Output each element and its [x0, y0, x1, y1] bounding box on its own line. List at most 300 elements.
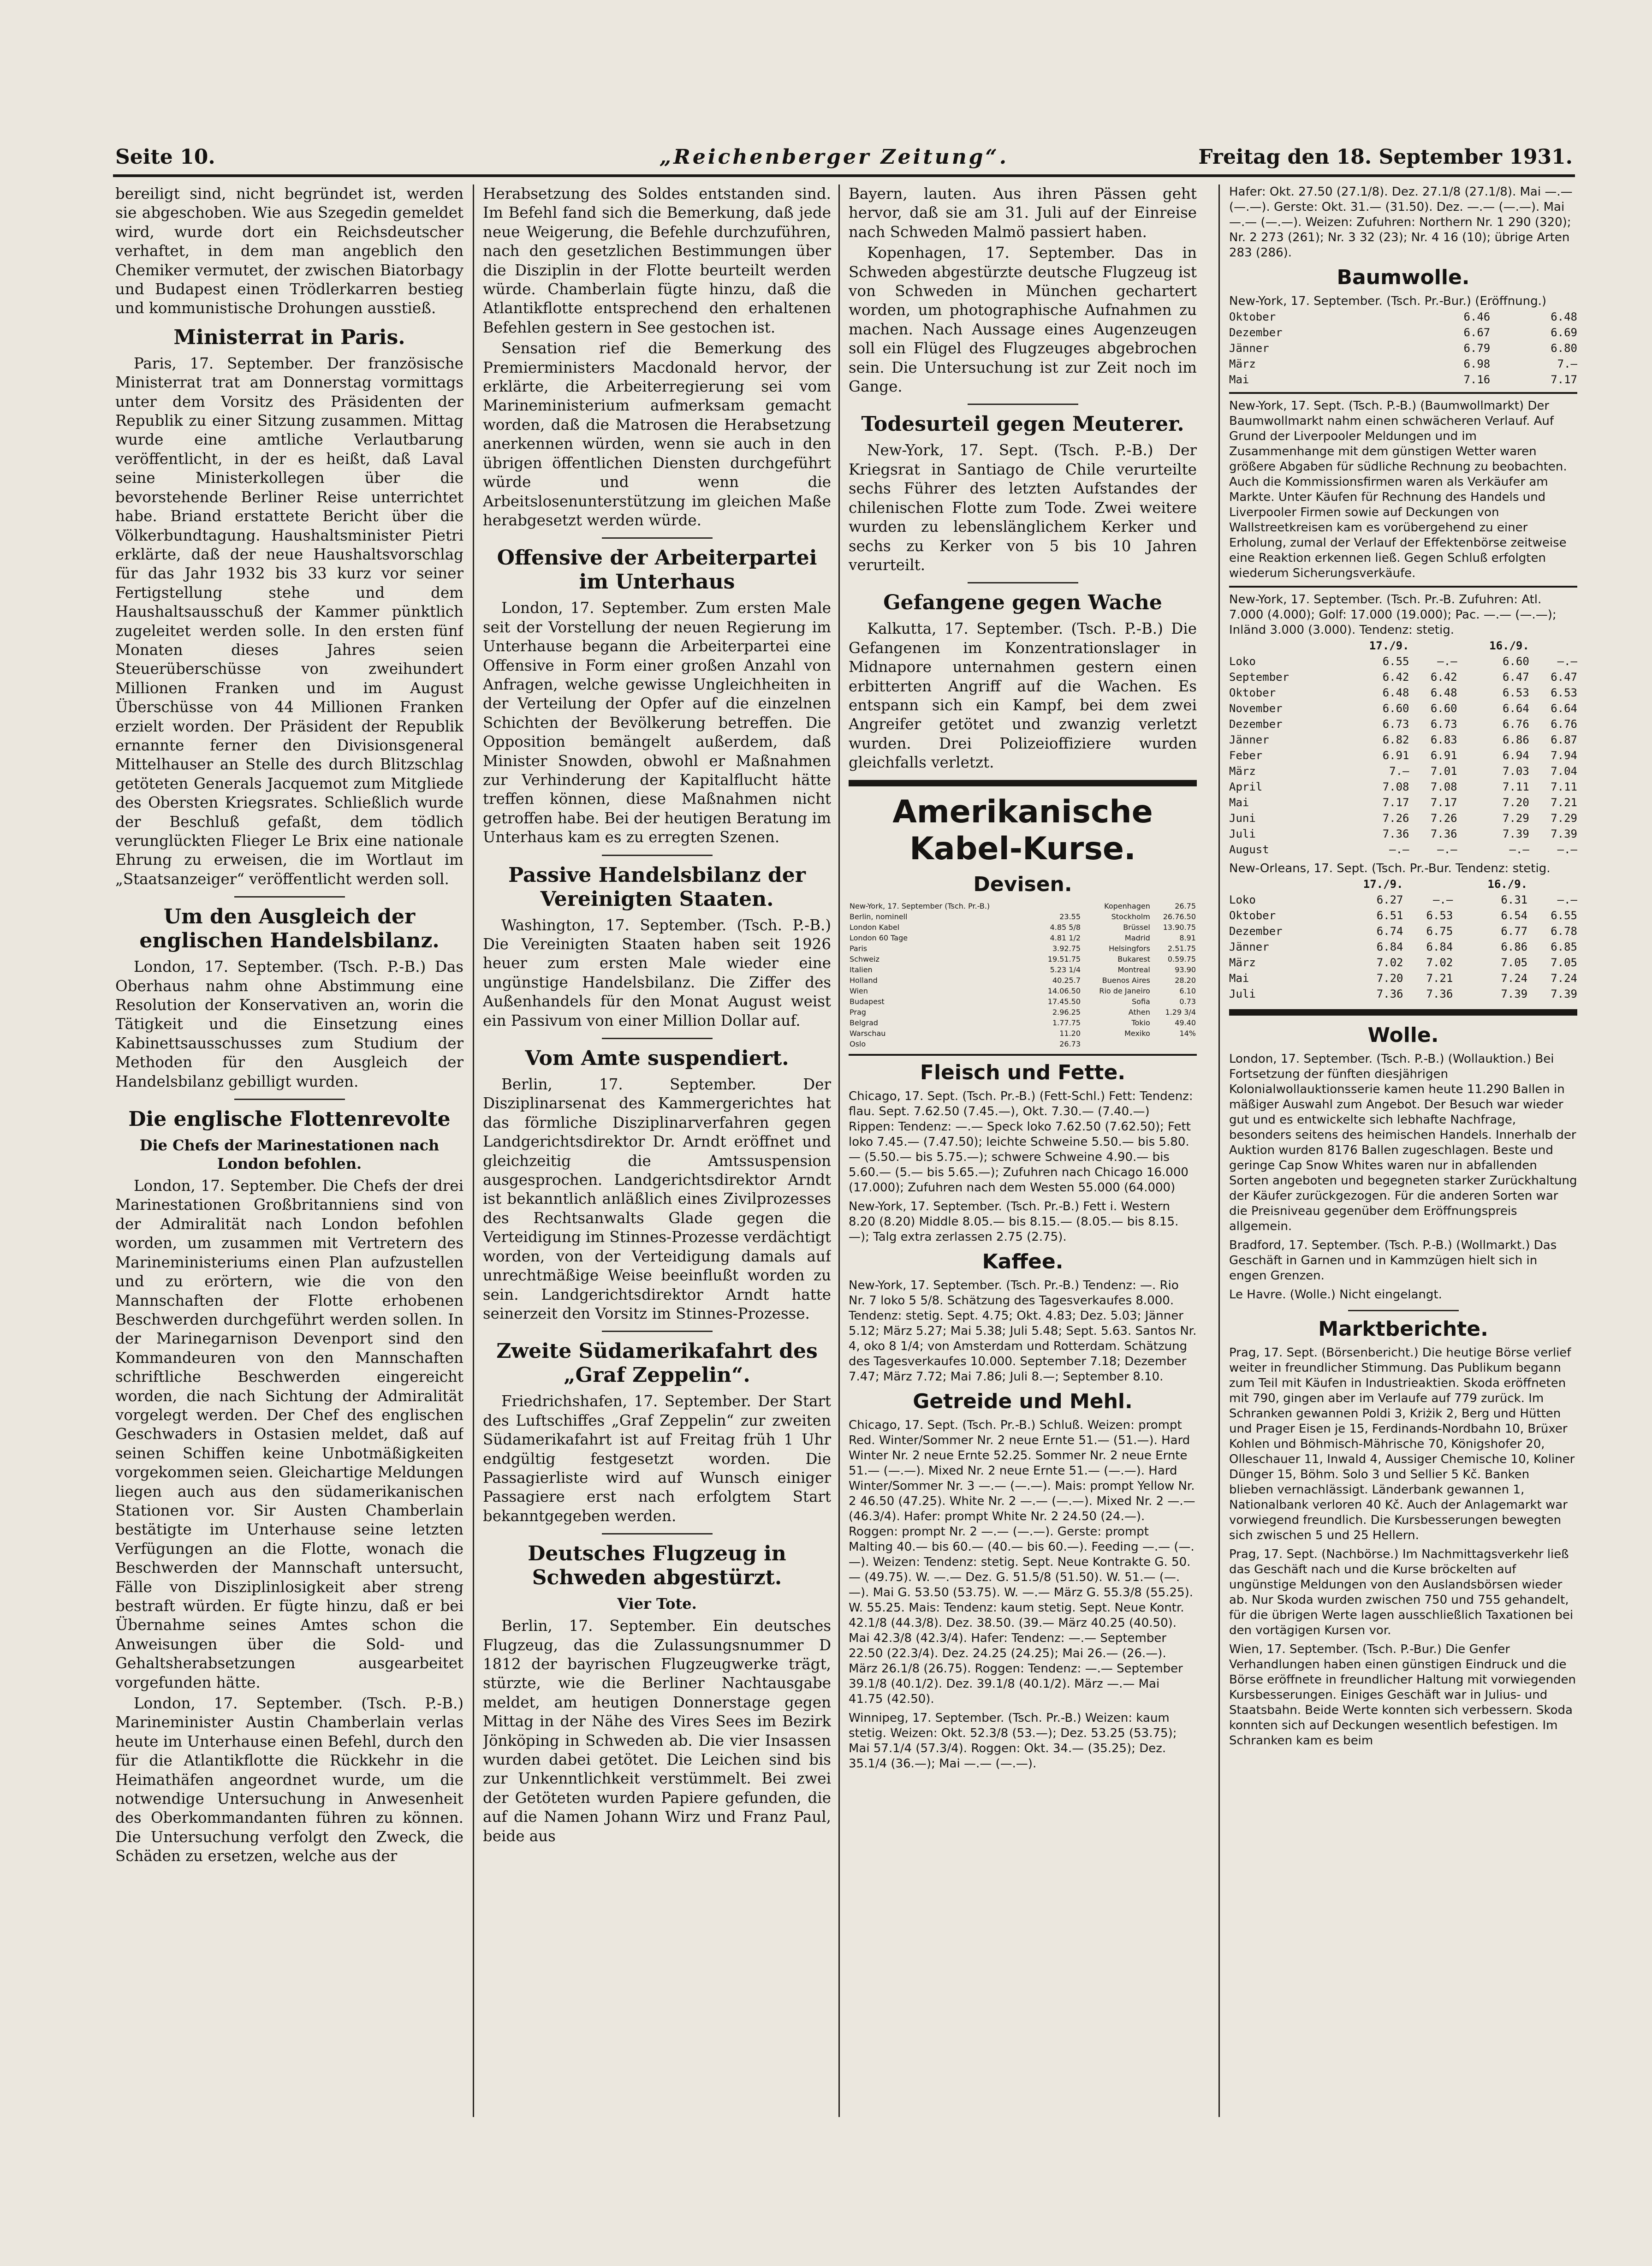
article-subheadline: Vier Tote.: [617, 1595, 697, 1613]
article-text: London, 17. September. (Tsch. P.-B.) Das Oberhaus nahm ohne Abstimmung eine Resolution der Konservativen an, worin die Tätigkeit und die Einsetzung eines Kabinettsausschusses zum Studium der Methoden für den Ausgleich der Handelsbilanz gebilligt wurden.: [115, 958, 464, 1090]
table-cell: 1.77.75: [1052, 1018, 1081, 1027]
table-cell: Warschau: [850, 1029, 886, 1038]
table-cell: Loko: [1229, 655, 1256, 668]
table-cell: 26.76.50: [1163, 912, 1196, 921]
table-cell: 6.55: [1382, 655, 1409, 668]
market-report: New-York, 17. September. (Tsch. Pr.-B.) Fett i. Western 8.20 (8.20) Middle 8.05.— bis 8.15.— (8.05.— bis 8.15.—); Talg extra zerlassen 2.75 (2.75).: [849, 1199, 1179, 1244]
market-report: Bradford, 17. September. (Tsch. P.-B.) (Wollmarkt.) Das Geschäft in Garnen und in Kammzügen hielt sich in engen Grenzen.: [1229, 1238, 1557, 1283]
separator: [968, 582, 1078, 583]
table-cell: 7.11: [1551, 780, 1577, 793]
issue-date: Freitag den 18. September 1931.: [1198, 145, 1573, 169]
table-cell: Belgrad: [850, 1018, 878, 1027]
table-cell: Athen: [1128, 1007, 1150, 1017]
table-cell: 26.73: [1059, 1039, 1081, 1048]
separator: [234, 896, 345, 898]
table-cell: April: [1229, 780, 1263, 793]
table-cell: 7.29: [1503, 812, 1529, 825]
table-cell: Prag: [850, 1007, 866, 1017]
table-cell: 0.59.75: [1167, 954, 1196, 963]
table-cell: 7.21: [1551, 796, 1577, 809]
table-row: [1229, 356, 1577, 372]
table-cell: Sofia: [1132, 997, 1150, 1006]
separator: [968, 404, 1078, 405]
newyork-cotton-table: [1229, 638, 1577, 857]
table-cell: 6.69: [1551, 326, 1577, 339]
table-cell: 7.24: [1501, 972, 1528, 985]
table-cell: 7.21: [1426, 972, 1453, 985]
table-cell: 3.92.75: [1052, 944, 1081, 953]
getreide-title: Getreide und Mehl.: [913, 1389, 1133, 1413]
table-row: [1229, 340, 1577, 356]
table-cell: 2.51.75: [1167, 944, 1196, 953]
table-header: [1229, 638, 1577, 654]
table-cell: —.—: [1557, 655, 1577, 668]
table-header-cell: [1403, 876, 1453, 892]
table-cell: 7.17: [1551, 373, 1577, 386]
table-row: [849, 933, 1197, 943]
table-cell: 7.39: [1551, 827, 1577, 840]
table-row: [1229, 325, 1577, 340]
table-cell: März: [1229, 956, 1256, 969]
table-header-cell: 17./9.: [1363, 878, 1403, 891]
article-text: Berlin, 17. September. Ein deutsches Flugzeug, das die Zulassungsnummer D 1812 der bayrischen Flugzeugwerke trägt, stürzte, wie die Berliner Nachtausgabe meldet, am heutigen Donnerstage gegen Mittag in der Nähe des Vires Sees im Bezirk Jönköping in Schweden ab. Die vier Insassen wurden dabei getötet. Die Leichen sind bis zur Unkenntlichkeit verstümmelt. Bei zwei der Getöteten wurden Papiere gefunden, die auf die Namen Johann Wirz und Franz Paul, beide aus: [483, 1617, 831, 1845]
opening-prices-table: [1229, 309, 1577, 387]
table-cell: 7.04: [1551, 765, 1577, 778]
table-cell: 7.08: [1430, 780, 1457, 793]
section-rule: [849, 1054, 1197, 1056]
table-cell: 7.26: [1430, 812, 1457, 825]
table-row: [849, 964, 1197, 975]
table-cell: Mai: [1229, 796, 1249, 809]
separator: [1348, 1310, 1459, 1311]
table-cell: 14%: [1179, 1029, 1196, 1038]
table-cell: —.—: [1509, 843, 1529, 856]
separator: [602, 1331, 713, 1332]
table-row: [1229, 732, 1577, 748]
table-cell: 6.94: [1503, 749, 1529, 762]
table-cell: 7.05: [1551, 956, 1577, 969]
table-cell: [1082, 1039, 1151, 1049]
article-text: Herabsetzung des Soldes entstanden sind. Im Befehl fand sich die Bemerkung, daß jede neue Weigerung, die Befehle durchzuführen, nach den gesetzlichen Bestimmungen über die Disziplin in der Flotte beurteilt werden würde. Chamberlain fügte hinzu, daß die Atlantikflotte entsprechend den erhaltenen Befehlen gestern in See gestochen ist.: [483, 185, 831, 336]
column-1: [115, 184, 464, 2117]
table-cell: 6.78: [1551, 925, 1577, 938]
table-cell: 6.54: [1501, 909, 1528, 922]
table-cell: —.—: [1389, 843, 1409, 856]
table-cell: Stockholm: [1111, 912, 1150, 921]
table-cell: 7.—: [1389, 765, 1409, 778]
page-header: [115, 145, 1573, 173]
market-report: Chicago, 17. Sept. (Tsch. Pr.-B.) (Fett-Schl.) Fett: Tendenz: flau. Sept. 7.62.50 (7.45.—), Okt. 7.30.— (7.40.—) Rippen: Tendenz: —.— Speck loko 7.62.50 (7.62.50); Fett loko 7.45.— (7.47.50); leichte Schweine 5.50.— bis 5.80.— (5.50.— bis 5.75.—); schwere Schweine 4.90.— bis 5.60.— (5.— bis 5.65.—); Zufuhren nach Chicago 16.000 (17.000); Zufuhren nach dem Westen 55.000 (64.000): [849, 1089, 1193, 1195]
separator: [602, 1038, 713, 1039]
table-cell: 6.47: [1503, 671, 1529, 684]
table-cell: März: [1229, 357, 1256, 370]
separator: [602, 537, 713, 539]
table-cell: New-York, 17. September (Tsch. Pr.-B.): [850, 901, 990, 910]
table-cell: 6.51: [1376, 909, 1403, 922]
table-cell: 6.76: [1503, 718, 1529, 731]
market-report: Prag, 17. Sept. (Nachbörse.) Im Nachmittagsverkehr ließ das Geschäft nach und die Kurse bröckelten auf ungünstige Meldungen von den Auslandsbörsen wieder ab. Nur Skoda wurden zwischen 750 und 755 gehandelt, für die übrigen Werte lagen ausschließlich Taxationen bei den vortägigen Kursen vor.: [1229, 1547, 1574, 1637]
table-cell: 93.90: [1175, 965, 1196, 974]
table-cell: [1151, 1039, 1197, 1049]
table-cell: 6.60: [1503, 655, 1529, 668]
market-report: Prag, 17. Sept. (Börsenbericht.) Die heutige Börse verlief weiter in freundlicher Stimmung. Das Publikum begann zum Teil mit Käufen in Industrieaktien. Skoda eröffneten mit 790, gingen aber im Verlaufe auf 779 zurück. Im Schranken gewannen Poldi 3, Kriżik 2, Berg und Hütten und Prager Eisen je 15, Ferdinands-Nordbahn 10, Brüxer Kohlen und Böhmisch-Mährische 70, Königshofer 20, Olleschauer 11, Inwald 4, Aussiger Chemische 10, Koliner Dünger 15, Böhm. Solo 3 und Sellier 5 Kč. Banken blieben vernachlässigt. Länderbank gewannen 1, Nationalbank verloren 40 Kč. Auch der Anlagemarkt war vorwiegend freundlich. Die Kursbesserungen bewegten sich zwischen 5 und 25 Hellern.: [1229, 1346, 1575, 1542]
table-row: [849, 986, 1197, 996]
table-cell: Madrid: [1124, 933, 1150, 942]
table-row: [1229, 826, 1577, 842]
table-cell: November: [1229, 702, 1283, 715]
table-cell: Mai: [1229, 373, 1249, 386]
table-cell: 4.85 5/8: [1050, 922, 1081, 932]
table-row: [1229, 654, 1577, 669]
article-text: Paris, 17. September. Der französische Ministerrat trat am Donnerstag vormittags unter dem Vorsitz des Präsidenten der Republik zu einer Sitzung zusammen. Mittag wurde eine amtliche Verlautbarung veröffentlicht, in der es heißt, daß Laval seine Ministerkollegen über die bevorstehende Berliner Reise unterrichtet habe. Briand erstattete Bericht über die Völkerbundtagung. Haushaltsminister Pietri erklärte, daß der neue Haushaltsvorschlag für das Jahr 1932 bis 33 kurz vor seiner Fertigstellung stehe und dem Haushaltsausschuß der Kammer pünktlich zugeleitet werden solle. In den ersten fünf Monaten dieses Jahres seien Steuerüberschüsse von zweihundert Millionen Franken und im August Überschüsse von 44 Millionen Franken erzielt worden. Der Präsident der Republik ernannte ferner den Divisionsgeneral Mittelhauser an Stelle des durch Blitzschlag getöteten Generals Jacquemot zum Mitgliede des Obersten Kriegsrates. Schließlich wurde der Beschluß gefaßt, dem tödlich verunglückten Flieger Le Brix eine nationale Ehrung zu erweisen, die im Wortlaut im „Staatsanzeiger“ veröffentlicht werden soll.: [115, 354, 464, 888]
table-cell: 6.74: [1376, 925, 1403, 938]
table-row: [849, 943, 1197, 954]
article-headline: Ministerrat in Paris.: [173, 325, 405, 349]
devisen-title: Devisen.: [973, 872, 1072, 896]
table-cell: Jänner: [1229, 342, 1269, 355]
market-report: Hafer: Okt. 27.50 (27.1/8). Dez. 27.1/8 (27.1/8). Mai —.— (—.—). Gerste: Okt. 31.— (31.50). Dez. —.— (—.—). Mai —.— (—.—). Weizen: Zufuhren: Northern Nr. 1 290 (320); Nr. 2 273 (261); Nr. 3 32 (23); Nr. 4 16 (10); übrige Arten 283 (286).: [1229, 185, 1573, 260]
table-row: [1229, 716, 1577, 732]
market-report: New-York, 17. September. (Tsch. Pr.-B. Zufuhren: Atl. 7.000 (4.000); Golf: 17.000 (19.000); Pac. —.— (—.—); Inländ 3.000 (3.000). Tendenz: stetig.: [1229, 593, 1557, 637]
table-row: [1229, 779, 1577, 795]
table-row: [1229, 748, 1577, 763]
table-cell: 5.23 1/4: [1050, 965, 1081, 974]
table-cell: Jänner: [1229, 940, 1269, 953]
table-cell: 7.36: [1376, 987, 1403, 1000]
table-row: [1229, 908, 1577, 923]
market-report: Chicago, 17. Sept. (Tsch. Pr.-B.) Schluß. Weizen: prompt Red. Winter/Sommer Nr. 2 neue Ernte 51.— (51.—). Hard Winter Nr. 2 neue Ernte 52.25. Sommer Nr. 2 neue Ernte 51.— (—.—). Mixed Nr. 2 neue Ernte 51.— (—.—). Hard Winter/Sommer Nr. 3 —.— (—.—). Mais: prompt Yellow Nr. 2 46.50 (47.25). White Nr. 2 —.— (—.—). Mixed Nr. 2 —.— (46.3/4). Hafer: prompt White Nr. 2 24.50 (24.—). Roggen: prompt Nr. 2 —.— (—.—). Gerste: prompt Malting 40.— bis 60.— (40.— bis 60.—). Feeding —.— (—.—). Weizen: Tendenz: stetig. Sept. Neue Kontrakte G. 50.— (49.75). W. —.— Dez. G. 51.5/8 (51.50). W. 51.— (—.—). Mai G. 53.50 (53.75). W. —.— März G. 55.3/8 (55.25). W. 55.25. Mais: Tendenz: kaum stetig. Sept. Neue Kontr. 42.1/8 (44.3/8). Dez. 38.50. (39.— März 40.25 (40.50). Mai 42.3/8 (42.3/4). Hafer: Tendenz: —.— September 22.50 (22.3/4). Dez. 24.25 (24.25); Mai 26.— (26.—). März 26.1/8 (26.75). Roggen: Tendenz: —.— September 39.1/8 (40.1/2). Dez. 39.1/8 (40.1/2). März —.— Mai 41.75 (42.50).: [849, 1418, 1195, 1706]
table-cell: —.—: [1437, 655, 1457, 668]
table-cell: 7.39: [1503, 827, 1529, 840]
table-cell: 6.48: [1551, 310, 1577, 323]
page-number: Seite 10.: [115, 145, 215, 169]
column-divider: [473, 184, 474, 2117]
article-subheadline: Die Chefs der Marinestationen nach London befohlen.: [139, 1136, 440, 1173]
section-rule: [849, 780, 1197, 786]
table-cell: 6.79: [1463, 342, 1491, 355]
table-cell: Brüssel: [1123, 922, 1150, 932]
table-cell: 7.11: [1503, 780, 1529, 793]
table-row: [1229, 986, 1577, 1002]
table-cell: 6.60: [1430, 702, 1457, 715]
table-row: [849, 954, 1197, 964]
market-report: Wien, 17. September. (Tsch. P.-Bur.) Die Genfer Verhandlungen haben einen günstigen Eindruck und die Börse eröffnete in freundlicher Haltung mit vorwiegenden Kursbesserungen. Einiges Geschäft war in Julius- und Staatsbahn. Beide Werte konnten sich verbessern. Skoda konnten sich auf Deckungen wesentlich befestigen. Im Schranken kam es beim: [1229, 1642, 1576, 1748]
article-headline: Deutsches Flugzeug in Schweden abgestürzt.: [528, 1542, 786, 1590]
table-cell: Loko: [1229, 893, 1256, 906]
column-3: [849, 184, 1197, 2117]
table-cell: 7.26: [1382, 812, 1409, 825]
table-cell: 7.39: [1551, 987, 1577, 1000]
column-divider: [838, 184, 840, 2117]
baumwolle-title: Baumwolle.: [1337, 266, 1470, 289]
table-cell: Mai: [1229, 972, 1249, 985]
header-rule: [113, 174, 1575, 177]
table-row: [1229, 892, 1577, 908]
table-cell: Oslo: [850, 1039, 866, 1048]
table-cell: 6.42: [1430, 671, 1457, 684]
devisen-table: [849, 901, 1197, 1049]
table-cell: 2.96.25: [1052, 1007, 1081, 1017]
article-headline: Gefangene gegen Wache: [883, 591, 1162, 615]
market-report: New-York, 17. Sept. (Tsch. P.-B.) (Baumwollmarkt) Der Baumwollmarkt nahm einen schwächeren Verlauf. Auf Grund der Liverpooler Meldungen und im Zusammenhange mit dem günstigen Wetter waren größere Abgaben für südliche Rechnung zu beobachten. Auch die Kommissionsfirmen waren als Verkäufer am Markte. Unter Käufen für Rechnung des Handels und Liverpooler Firmen sowie auf Deckungen von Wallstreetkreisen kam es vorübergehend zu einer Erholung, zumal der Verlauf der Effektenbörse zeitweise eine Reaktion erkennen ließ. Gegen Schluß erfolgten wiederum Sicherungsverkäufe.: [1229, 399, 1567, 580]
table-row: [849, 996, 1197, 1007]
table-cell: Oktober: [1229, 686, 1276, 699]
table-row: [849, 1007, 1197, 1017]
article-text: Kalkutta, 17. September. (Tsch. P.-B.) Die Gefangenen im Konzentrationslager in Midnapore unternahmen gestern einen erbitterten Angriff auf die Wachen. Es entspann sich ein Kampf, bei dem zwei Angreifer getötet und zwanzig verletzt wurden. Drei Polizeioffiziere wurden gleichfalls verletzt.: [849, 620, 1197, 772]
table-cell: 6.53: [1551, 686, 1577, 699]
table-cell: Juli: [1229, 827, 1256, 840]
table-cell: 7.36: [1382, 827, 1409, 840]
table-cell: Holland: [850, 975, 878, 985]
table-cell: 6.31: [1501, 893, 1528, 906]
table-cell: 7.03: [1503, 765, 1529, 778]
table-cell: 6.10: [1179, 986, 1196, 995]
table-cell: 19.51.75: [1047, 954, 1081, 963]
table-row: [849, 1039, 1197, 1049]
table-cell: 4.81 1/2: [1050, 933, 1081, 942]
table-cell: Budapest: [850, 997, 885, 1006]
article-text: Friedrichshafen, 17. September. Der Start des Luftschiffes „Graf Zeppelin“ zur zweiten Südamerikafahrt ist auf Freitag früh 1 Uhr endgültig festgesetzt worden. Die Passagierliste wird auf Wunsch einiger Passagiere erst nach erfolgtem Start bekanntgegeben werden.: [483, 1392, 831, 1525]
table-row: [849, 901, 1197, 911]
marktberichte-title: Marktberichte.: [1318, 1317, 1488, 1341]
separator: [234, 1099, 345, 1100]
table-row: [1229, 939, 1577, 955]
table-cell: 6.83: [1430, 733, 1457, 746]
table-cell: 6.77: [1501, 925, 1528, 938]
article-text: Bayern, lauten. Aus ihren Pässen geht hervor, daß sie am 31. Juli auf der Einreise nach Schweden Malmö passiert haben.: [849, 185, 1197, 241]
table-header: [1229, 876, 1577, 892]
table-cell: 6.87: [1551, 733, 1577, 746]
table-cell: [1036, 901, 1082, 911]
table-cell: 7.24: [1551, 972, 1577, 985]
table-cell: 6.53: [1503, 686, 1529, 699]
table-cell: 6.48: [1382, 686, 1409, 699]
table-cell: 7.01: [1430, 765, 1457, 778]
table-cell: Juni: [1229, 812, 1256, 825]
table-cell: 0.73: [1179, 997, 1196, 1006]
table-cell: Dezember: [1229, 718, 1283, 731]
table-header-cell: [1229, 638, 1337, 654]
table-cell: 8.91: [1179, 933, 1196, 942]
table-cell: —.—: [1557, 843, 1577, 856]
article-text: Washington, 17. September. (Tsch. P.-B.) Die Vereinigten Staaten haben seit 1926 heuer zum ersten Male wieder eine ungünstige Handelsbilanz. Die Ziffer des Außenhandels für den Monat August weist ein Passivum von einer Million Dollar auf.: [483, 916, 831, 1029]
table-cell: September: [1229, 671, 1290, 684]
table-row: [1229, 763, 1577, 779]
table-row: [849, 975, 1197, 986]
table-cell: 7.29: [1551, 812, 1577, 825]
table-cell: 7.39: [1501, 987, 1528, 1000]
article-headline: Die englische Flottenrevolte: [128, 1107, 451, 1131]
table-header-cell: [1529, 638, 1577, 654]
table-row: [1229, 669, 1577, 685]
table-cell: 6.64: [1503, 702, 1529, 715]
table-cell: 6.42: [1382, 671, 1409, 684]
table-cell: 7.08: [1382, 780, 1409, 793]
table-cell: —.—: [1557, 893, 1577, 906]
kaffee-title: Kaffee.: [982, 1249, 1064, 1273]
table-cell: Italien: [850, 965, 873, 974]
market-report: Winnipeg, 17. September. (Tsch. Pr.-B.) Weizen: kaum stetig. Weizen: Okt. 52.3/8 (53.—); Dez. 53.25 (53.75); Mai 57.1/4 (57.3/4). Roggen: Okt. 34.— (35.25); Dez. 35.1/4 (36.—); Mai —.— (—.—).: [849, 1711, 1177, 1771]
article-text: London, 17. September. Die Chefs der drei Marinestationen Großbritanniens sind von der Admiralität nach London befohlen worden, um zusammen mit Vertretern des Marineministeriums einen Plan aufzustellen und zu erörtern, wie die von den Mannschaften der Flotte erhobenen Beschwerden durchgeführt werden sollen. In der Marinegarnison Devenport sind den Kommandeuren von den Mannschaften schriftliche Beschwerden eingereicht worden, die nach Sichtung der Admiralität vorgelegt werden. Der Chef des englischen Geschwaders in Ostasien meldet, daß auf seinen Schiffen keine Unbotmäßigkeiten vorgekommen seien. Gleichartige Meldungen liegen auch aus den südamerikanischen Stationen vor. Sir Austen Chamberlain bestätigte im Unterhause seine letzten Verfügungen an die Flotte, wonach die Beschwerden der Mannschaft untersucht, Fälle von Disziplinlosigkeit aber streng bestraft würden. Er fügte hinzu, daß er bei Übernahme seines Amtes schon die Anweisungen über die Sold- und Gehaltsherabsetzungen ausgearbeitet vorgefunden hätte.: [115, 1177, 464, 1691]
table-row: [1229, 842, 1577, 857]
table-cell: Feber: [1229, 749, 1263, 762]
table-cell: 49.40: [1175, 1018, 1196, 1027]
table-cell: 6.85: [1551, 940, 1577, 953]
table-cell: 26.75: [1175, 901, 1196, 910]
article-headline: Um den Ausgleich der englischen Handelsbilanz.: [139, 905, 440, 953]
article-headline: Vom Amte suspendiert.: [525, 1047, 789, 1071]
column-4: [1229, 184, 1577, 2117]
column-2: [483, 184, 831, 2117]
table-cell: 7.—: [1557, 357, 1577, 370]
table-row: [1229, 795, 1577, 810]
article-text: Sensation rief die Bemerkung des Premierministers Macdonald hervor, der erklärte, die Arbeiterregierung sei vom Marineministerium aufmerksam gemacht worden, daß die Matrosen die Herabsetzung anerkennen würden, wenn sie auch in den übrigen öffentlichen Diensten durchgeführt würde und wenn die Arbeitslosenunterstützung im gleichen Maße herabgesetzt werden würde.: [483, 339, 831, 529]
article-headline: Zweite Südamerikafahrt des „Graf Zeppelin“.: [496, 1339, 818, 1387]
table-row: [1229, 701, 1577, 716]
table-cell: 6.76: [1551, 718, 1577, 731]
table-cell: Schweiz: [850, 954, 879, 963]
table-cell: März: [1229, 765, 1256, 778]
table-cell: 6.47: [1551, 671, 1577, 684]
table-cell: Bukarest: [1117, 954, 1150, 963]
table-header-cell: 16./9.: [1487, 878, 1528, 891]
table-cell: 1.29 3/4: [1165, 1007, 1196, 1017]
table-row: [849, 922, 1197, 933]
table-cell: 6.75: [1426, 925, 1453, 938]
table-cell: Paris: [850, 944, 868, 953]
article-headline: Todesurteil gegen Meuterer.: [861, 412, 1184, 436]
table-cell: 13.90.75: [1163, 922, 1196, 932]
table-cell: Berlin, nominell: [850, 912, 908, 921]
table-cell: 6.82: [1382, 733, 1409, 746]
table-row: [1229, 810, 1577, 826]
table-cell: Juli: [1229, 987, 1256, 1000]
table-cell: Tokio: [1131, 1018, 1150, 1027]
market-report: Le Havre. (Wolle.) Nicht eingelangt.: [1229, 1288, 1442, 1302]
table-cell: 7.36: [1430, 827, 1457, 840]
article-text: London, 17. September. Zum ersten Male seit der Vorstellung der neuen Regierung im Unterhause begann die Arbeiterpartei eine Offensive in Form einer großen Anzahl von Anfragen, welche gewisse Ungleichheiten in der Verteilung der Opfer auf die einzelnen Schichten der Bevölkerung betreffen. Die Opposition bemängelt außerdem, daß Minister Snowden, obwohl er Maßnahmen zur Verhinderung der Kapitalflucht hätte treffen können, diese Maßnahmen nicht getroffen habe. Bei der heutigen Beratung im Unterhaus kam es zu erregten Szenen.: [483, 599, 831, 846]
table-cell: 7.17: [1430, 796, 1457, 809]
table-cell: 7.02: [1376, 956, 1403, 969]
table-cell: 17.45.50: [1047, 997, 1081, 1006]
article-text: Kopenhagen, 17. September. Das in Schweden abgestürzte deutsche Flugzeug ist von Schweden in München gechartert worden, um photographische Aufnahmen zu machen. Nach Aussage eines Augenzeugen soll ein Flügel des Flugzeuges abgebrochen sein. Die Untersuchung ist zur Zeit noch im Gange.: [849, 244, 1197, 396]
table-cell: Jänner: [1229, 733, 1269, 746]
table-cell: Montreal: [1117, 965, 1150, 974]
table-cell: Oktober: [1229, 909, 1276, 922]
table-cell: —.—: [1432, 893, 1453, 906]
table-row: [1229, 685, 1577, 701]
table-header-cell: [1527, 876, 1577, 892]
table-header-cell: 16./9.: [1489, 639, 1529, 652]
table-cell: Dezember: [1229, 925, 1283, 938]
table-cell: 7.94: [1551, 749, 1577, 762]
section-rule: [1229, 586, 1577, 588]
table-cell: —.—: [1437, 843, 1457, 856]
table-row: [849, 911, 1197, 922]
market-report: London, 17. September. (Tsch. P.-B.) (Wollauktion.) Bei Fortsetzung der fünften diesjährigen Kolonialwollauktionsserie kamen heute 11.290 Ballen in mäßiger Auswahl zum Angebot. Der Besuch war wieder gut und es entwickelte sich lebhafte Nachfrage, besonders seitens des heimischen Handels. Innerhalb der Auktion wurden 8176 Ballen zugeschlagen. Beste und geringe Cap Snow Whites waren nur in abfallenden Sorten angeboten und begegneten starker Zurückhaltung der Käufer zurückgezogen. Für die anderen Sorten war die Preisniveau gegenüber dem Eröffnungspreis allgemein.: [1229, 1052, 1577, 1233]
table-header-cell: 17./9.: [1369, 639, 1409, 652]
table-cell: 6.48: [1430, 686, 1457, 699]
table-cell: 7.02: [1426, 956, 1453, 969]
separator: [602, 855, 713, 856]
table-cell: 6.91: [1430, 749, 1457, 762]
table-cell: 6.91: [1382, 749, 1409, 762]
table-cell: Rio de Janeiro: [1099, 986, 1150, 995]
fleisch-title: Fleisch und Fette.: [920, 1060, 1126, 1084]
article-text: New-York, 17. Sept. (Tsch. P.-B.) Der Kriegsrat in Santiago de Chile verurteilte sechs Führer des letzten Aufstandes der chilenischen Flotte zum Tode. Zwei weitere wurden zu lebenslänglichem Kerker und sechs zu Kerker von 5 bis 10 Jahren verurteilt.: [849, 441, 1197, 574]
neworleans-cotton-table: [1229, 876, 1577, 1002]
table-cell: Oktober: [1229, 310, 1276, 323]
table-cell: 7.20: [1503, 796, 1529, 809]
table-cell: 23.55: [1059, 912, 1081, 921]
section-rule: [1229, 392, 1577, 394]
table-cell: 6.60: [1382, 702, 1409, 715]
table-row: [1229, 372, 1577, 387]
table-cell: 11.20: [1059, 1029, 1081, 1038]
market-report: New-Orleans, 17. Sept. (Tsch. Pr.-Bur. Tendenz: stetig.: [1229, 862, 1551, 875]
table-cell: 7.05: [1501, 956, 1528, 969]
separator: [602, 1533, 713, 1534]
market-report: New-York, 17. September. (Tsch. Pr.-Bur.) (Eröffnung.): [1229, 294, 1547, 308]
article-headline: Offensive der Arbeiterpartei im Unterhaus: [497, 546, 817, 594]
table-cell: 40.25.7: [1052, 975, 1081, 985]
market-report: New-York, 17. September. (Tsch. Pr.-B.) Tendenz: —. Rio Nr. 7 loko 5 5/8. Schätzung des Tagesverkaufes 8.000. Tendenz: stetig. Sept. 4.75; Okt. 4.83; Dez. 5.03; Jänner 5.12; März 5.27; Mai 5.38; Juli 5.48; Sept. 5.63. Santos Nr. 4, oko 8 1/4; von Amsterdam und Rotterdam. Schätzung des Tagesverkaufes 10.000. September 7.18; Dezember 7.47; März 7.72; Mai 7.86; Juli 8.—; September 8.10.: [849, 1278, 1197, 1384]
article-text: Berlin, 17. September. Der Disziplinarsenat des Kammergerichtes hat das förmliche Disziplinarverfahren gegen Landgerichtsdirektor Dr. Arndt eröffnet und gleichzeitig die Amtssuspension ausgesprochen. Landgerichtsdirektor Arndt ist bekanntlich anläßlich eines Zivilprozesses des Rechtsanwalts Glade gegen die Verteidigung im Stinnes-Prozesse verdächtigt worden, von der Verteidigung damals auf unrechtmäßige Weise beeinflußt worden zu sein. Landgerichtsdirektor Arndt hatte seinerzeit den Vorsitz im Stinnes-Prozesse.: [483, 1076, 831, 1322]
wolle-title: Wolle.: [1367, 1023, 1439, 1047]
table-cell: 6.46: [1463, 310, 1491, 323]
table-cell: London 60 Tage: [850, 933, 908, 942]
column-divider: [1218, 184, 1220, 2117]
table-header-cell: [1229, 876, 1329, 892]
table-cell: 6.27: [1376, 893, 1403, 906]
table-cell: 6.64: [1551, 702, 1577, 715]
table-cell: 6.84: [1376, 940, 1403, 953]
article-text: bereiligt sind, nicht begründet ist, werden sie abgeschoben. Wie aus Szegedin gemeldet wird, wurde dort ein Reichsdeutscher verhaftet, in dem man angeblich den Chemiker vermutet, der zwischen Biatorbagy und Budapest einen Trödlerkarren bestieg und kommunistische Drohungen ausstieß.: [115, 185, 464, 317]
table-cell: Wien: [850, 986, 868, 995]
table-cell: Helsingfors: [1109, 944, 1150, 953]
table-row: [849, 1028, 1197, 1039]
table-row: [1229, 970, 1577, 986]
table-cell: 7.17: [1382, 796, 1409, 809]
table-cell: Mexiko: [1124, 1029, 1150, 1038]
table-cell: 6.67: [1463, 326, 1491, 339]
newspaper-name: „Reichenberger Zeitung“.: [660, 145, 1009, 169]
table-cell: 28.20: [1175, 975, 1196, 985]
table-cell: London Kabel: [850, 922, 900, 932]
table-cell: Kopenhagen: [1104, 901, 1150, 910]
table-cell: Buenos Aires: [1102, 975, 1150, 985]
table-cell: 6.86: [1501, 940, 1528, 953]
table-cell: 6.98: [1463, 357, 1491, 370]
table-cell: 6.84: [1426, 940, 1453, 953]
table-cell: 6.80: [1551, 342, 1577, 355]
table-cell: August: [1229, 843, 1269, 856]
table-cell: 6.86: [1503, 733, 1529, 746]
table-row: [1229, 955, 1577, 970]
table-cell: 14.06.50: [1047, 986, 1081, 995]
table-row: [849, 1017, 1197, 1028]
table-cell: 7.16: [1463, 373, 1491, 386]
table-row: [1229, 309, 1577, 325]
section-rule: [1229, 1009, 1577, 1016]
kabel-kurse-title: Amerikanische Kabel-Kurse.: [892, 793, 1153, 867]
table-row: [1229, 923, 1577, 939]
table-cell: 6.53: [1426, 909, 1453, 922]
table-cell: 6.55: [1551, 909, 1577, 922]
table-cell: 6.73: [1430, 718, 1457, 731]
table-cell: 7.20: [1376, 972, 1403, 985]
table-cell: Dezember: [1229, 326, 1283, 339]
